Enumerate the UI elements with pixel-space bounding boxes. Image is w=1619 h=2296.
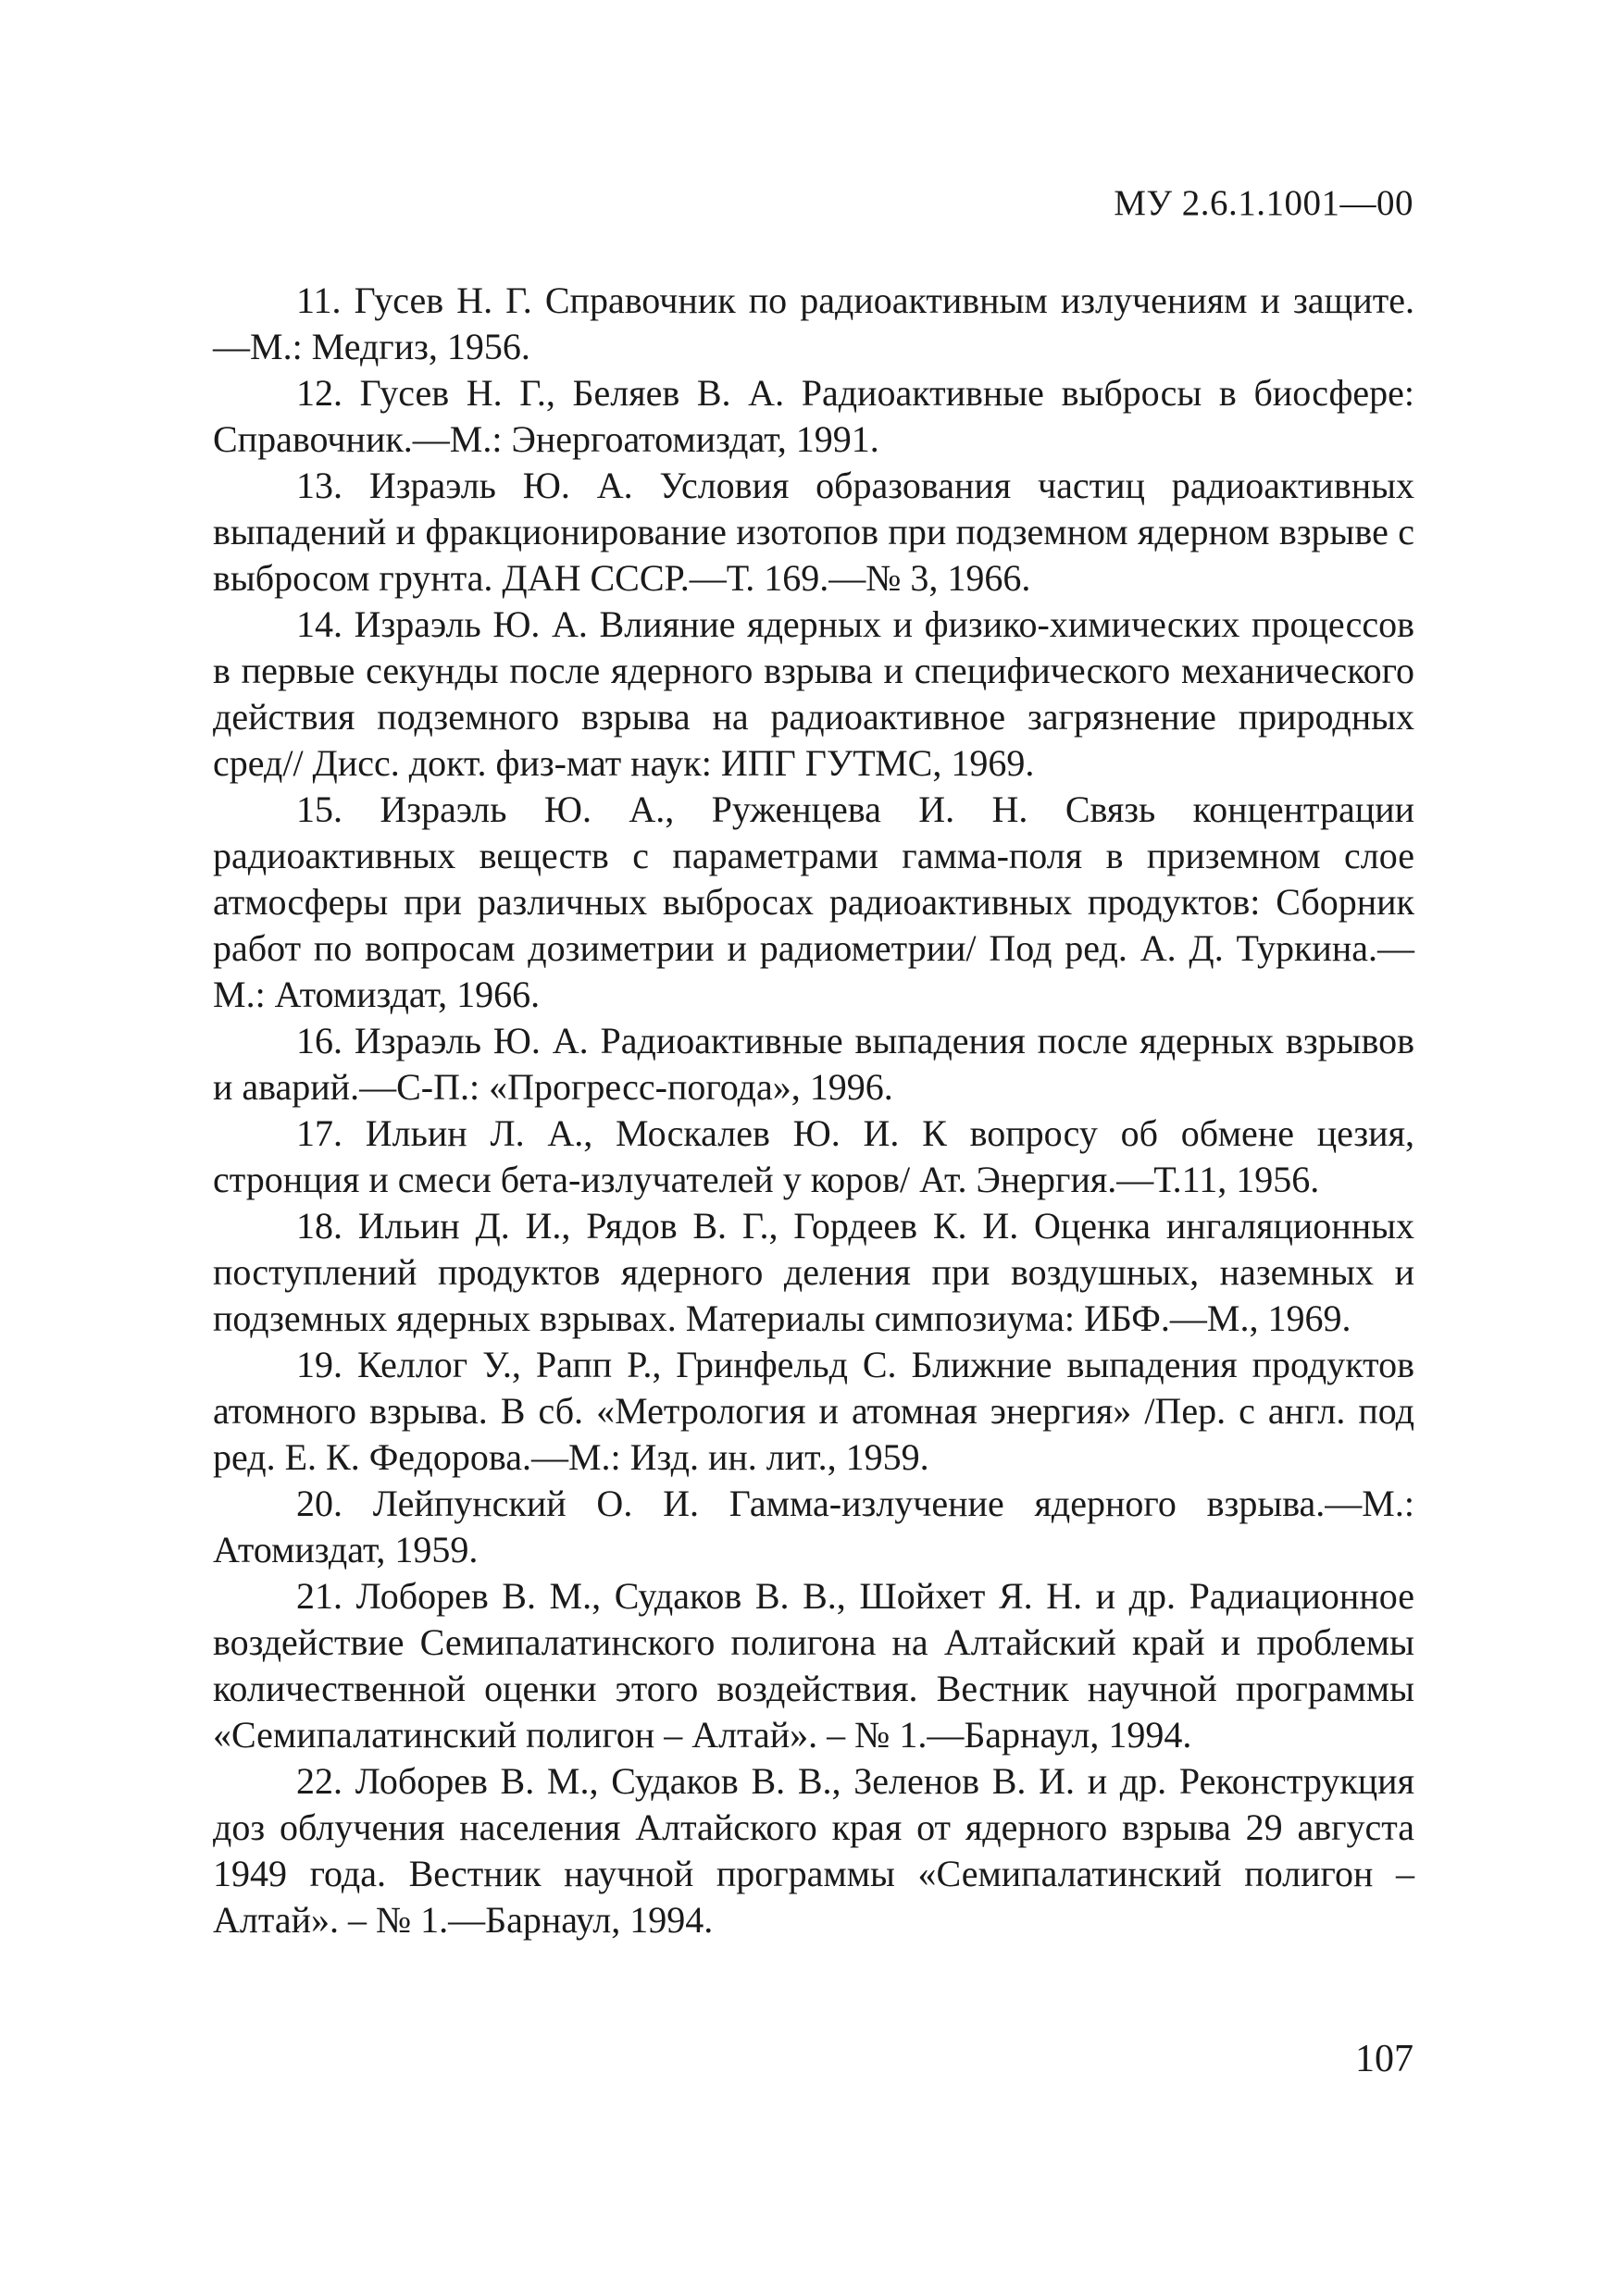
reference-item: 13. Израэль Ю. А. Условия образования частиц радиоактивных выпадений и фракционирование изотопов при подземном ядерном взрыве с выбросом грунта. ДАН СССР.—Т. 169.—№ 3, 1966. — [213, 465, 1414, 599]
reference-item: 14. Израэль Ю. А. Влияние ядерных и физико-химических процессов в первые секунды после ядерного взрыва и специфического механического действия подземного взрыва на радиоактивное загрязнение природных сред// Дисс. докт. физ-мат наук: ИПГ ГУТМС, 1969. — [213, 603, 1414, 784]
reference-list — [213, 278, 1414, 1943]
reference-item: 21. Лоборев В. М., Судаков В. В., Шойхет Я. Н. и др. Радиационное воздействие Семипалатинского полигона на Алтайский край и проблемы количественной оценки этого воздействия. Вестник научной программы «Семипалатинский полигон – Алтай». – № 1.—Барнаул, 1994. — [213, 1575, 1414, 1756]
reference-item: 17. Ильин Л. А., Москалев Ю. И. К вопросу об обмене цезия, стронция и смеси бета-излучателей у коров/ Ат. Энергия.—Т.11, 1956. — [213, 1112, 1414, 1200]
document-code: МУ 2.6.1.1001—00 — [1114, 183, 1414, 223]
reference-item: 19. Келлог У., Рапп Р., Гринфельд С. Ближние выпадения продуктов атомного взрыва. В сб. «Метрология и атомная энергия» /Пер. с англ. под ред. Е. К. Федорова.—М.: Изд. ин. лит., 1959. — [213, 1344, 1414, 1478]
reference-item: 20. Лейпунский О. И. Гамма-излучение ядерного взрыва.—М.: Атомиздат, 1959. — [213, 1483, 1414, 1570]
reference-item: 18. Ильин Д. И., Рядов В. Г., Гордеев К. И. Оценка ингаляционных поступлений продуктов ядерного деления при воздушных, наземных и подземных ядерных взрывах. Материалы симпозиума: ИБФ.—М., 1969. — [213, 1205, 1414, 1339]
reference-item: 22. Лоборев В. М., Судаков В. В., Зеленов В. И. и др. Реконструкция доз облучения населения Алтайского края от ядерного взрыва 29 августа 1949 года. Вестник научной программы «Семипалатинский полигон – Алтай». – № 1.—Барнаул, 1994. — [213, 1760, 1414, 1941]
reference-item: 15. Израэль Ю. А., Руженцева И. Н. Связь концентрации радиоактивных веществ с параметрами гамма-поля в приземном слое атмосферы при различных выбросах радиоактивных продуктов: Сборник работ по вопросам дозиметрии и радиометрии/ Под ред. А. Д. Туркина.—М.: Атомиздат, 1966. — [213, 788, 1414, 1015]
reference-item: 16. Израэль Ю. А. Радиоактивные выпадения после ядерных взрывов и аварий.—С-П.: «Прогресс-погода», 1996. — [213, 1020, 1414, 1108]
page-number: 107 — [1355, 2038, 1414, 2080]
reference-item: 12. Гусев Н. Г., Беляев В. А. Радиоактивные выбросы в биосфере: Справочник.—М.: Энергоатомиздат, 1991. — [213, 372, 1414, 460]
reference-item: 11. Гусев Н. Г. Справочник по радиоактивным излучениям и защите.—М.: Медгиз, 1956. — [213, 279, 1414, 367]
